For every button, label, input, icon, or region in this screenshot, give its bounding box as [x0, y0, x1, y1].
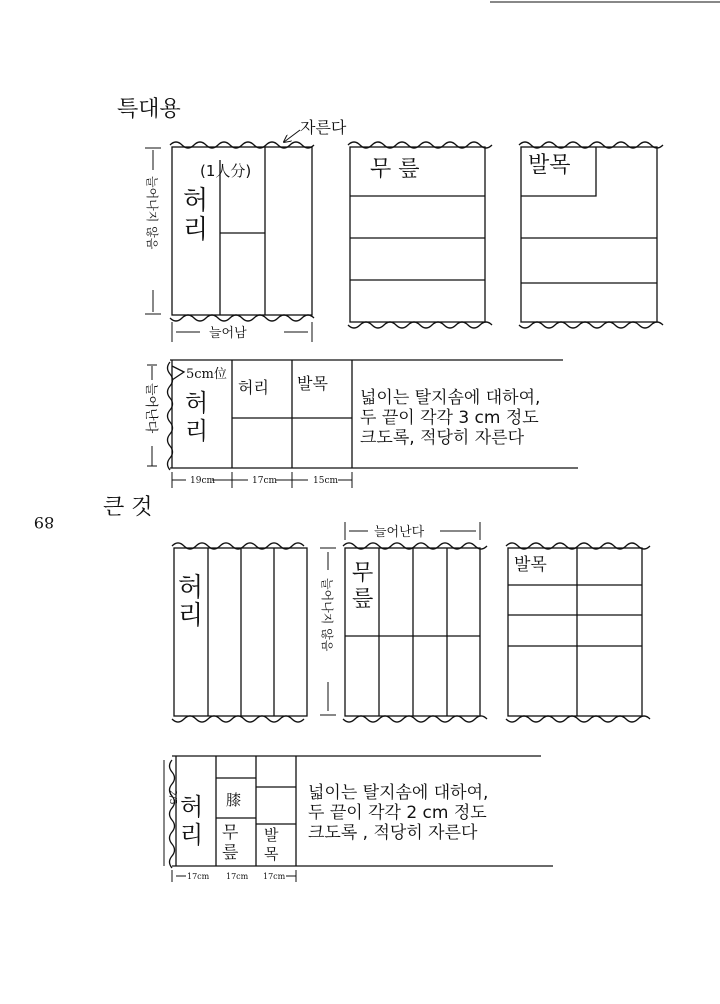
- strip-ankle: 발목: [297, 374, 328, 393]
- knee-side-label: 늘어나지 않음: [320, 578, 334, 652]
- cut-label: 자른다: [300, 118, 347, 137]
- strip2-knee-b: 릎: [222, 843, 239, 863]
- page-number: 89: [33, 513, 55, 532]
- note-2-line-3: 크도록 , 적당히 자른다: [308, 823, 478, 843]
- portion-label: (1人分): [200, 162, 252, 180]
- knee-top-label: 늘어난다: [374, 525, 425, 540]
- waist-label-1a: 허: [183, 186, 209, 216]
- strip-waist-b: 리: [185, 417, 209, 445]
- knee-label-2a: 무: [352, 561, 374, 586]
- note-1-line-3: 크도록, 적당히 자른다: [360, 428, 525, 448]
- strip2-ankle-a: 발: [264, 826, 279, 844]
- note-2-line-1: 넓이는 탈지솜에 대하여,: [308, 783, 489, 803]
- width-3: 15cm: [313, 476, 339, 486]
- heading-extra-large: 특대용: [117, 97, 181, 122]
- margin-label: 5cm位: [186, 367, 227, 382]
- strip-waist-a: 허: [185, 389, 209, 417]
- panel-waist-large: [172, 543, 307, 722]
- waist-label-2a: 허: [178, 573, 204, 603]
- width2-1: 17cm: [187, 872, 210, 881]
- width-1: 19cm: [190, 476, 216, 486]
- waist-label-2b: 리: [178, 601, 204, 631]
- knee-label-extra-large: 무 릎: [370, 157, 420, 182]
- knee-kanji: 膝: [226, 791, 242, 809]
- waist-label-1b: 리: [183, 215, 209, 245]
- fraction-label: 2/5: [167, 790, 177, 805]
- vertical-label-extra-large: 늘어나지 않음: [145, 176, 159, 250]
- note-1-line-2: 두 끝이 각각 3 cm 정도: [360, 408, 539, 428]
- knee-label-2b: 릎: [352, 587, 374, 612]
- note-1-line-1: 넓이는 탈지솜에 대하여,: [360, 388, 541, 408]
- width2-2: 17cm: [226, 872, 249, 881]
- note-2-line-2: 두 끝이 각각 2 cm 정도: [308, 803, 487, 823]
- width-2: 17cm: [252, 476, 278, 486]
- strip2-waist-b: 리: [180, 821, 204, 849]
- ankle-label-extra-large: 발목: [528, 153, 571, 178]
- strip2-ankle-b: 목: [264, 845, 279, 863]
- strip2-knee-a: 무: [222, 823, 239, 843]
- strip-vertical-label: 늘어난다: [143, 383, 158, 434]
- ankle-label-large: 발목: [514, 555, 547, 575]
- strip-waist-small: 허리: [238, 378, 269, 397]
- width2-3: 17cm: [263, 872, 286, 881]
- horizontal-label: 늘어남: [209, 326, 247, 341]
- strip2-waist-a: 허: [180, 793, 204, 821]
- heading-large: 큰 것: [103, 495, 153, 520]
